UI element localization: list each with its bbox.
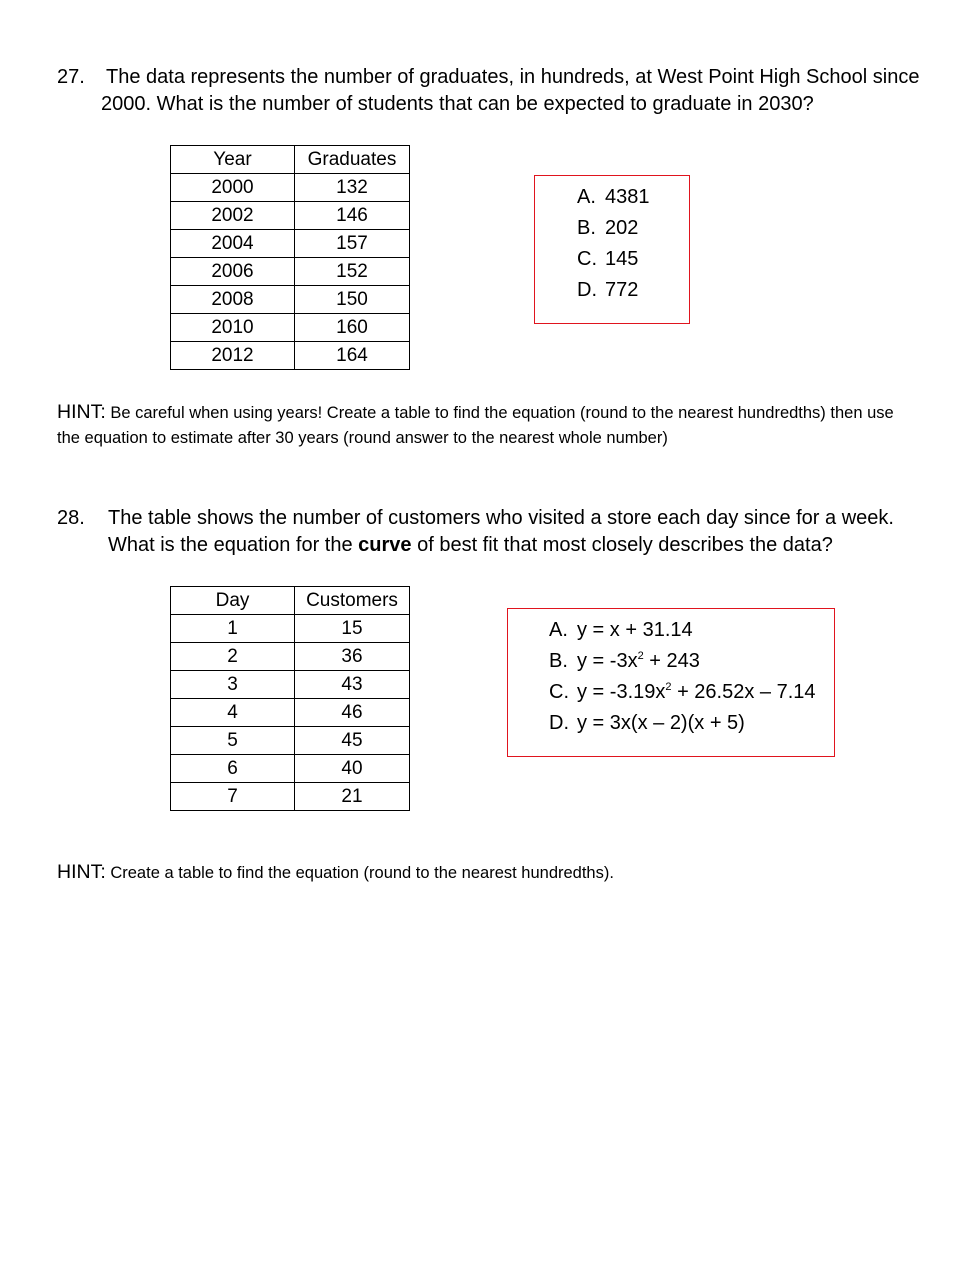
hint-text: Create a table to find the equation (round to the nearest hundredths). — [110, 864, 614, 882]
table-row — [171, 699, 410, 727]
hint-text-line1: Be careful when using years! Create a table to find the equation (round to the nearest hundredths) then use — [110, 404, 894, 422]
table-header-row — [171, 146, 410, 174]
customers-cell: 21 — [295, 783, 410, 811]
question-27-answer-choices — [534, 175, 690, 324]
question-28-number: 28. — [57, 507, 85, 529]
choice-letter: B. — [549, 650, 568, 672]
question-28-hint — [57, 860, 614, 886]
customers-cell: 36 — [295, 643, 410, 671]
question-27-text-line2: 2000. What is the number of students that can be expected to graduate in 2030? — [101, 93, 814, 115]
year-cell: 2010 — [171, 314, 295, 342]
text-segment: of best fit that most closely describes the data? — [411, 534, 833, 556]
year-cell: 2008 — [171, 286, 295, 314]
choice-letter: A. — [549, 619, 568, 641]
table-row — [171, 230, 410, 258]
choice-text: + 243 — [643, 650, 700, 672]
graduates-cell: 152 — [295, 258, 410, 286]
graduates-table — [170, 145, 410, 370]
exponent: 2 — [637, 650, 644, 662]
year-cell: 2002 — [171, 202, 295, 230]
day-cell: 5 — [171, 727, 295, 755]
hint-text-line2: the equation to estimate after 30 years (round answer to the nearest whole number) — [57, 429, 668, 447]
hint-label: HINT: — [57, 861, 106, 883]
text-segment: What is the equation for the — [108, 534, 359, 556]
table-row — [171, 643, 410, 671]
day-cell: 7 — [171, 783, 295, 811]
answer-choice-a[interactable] — [549, 619, 693, 642]
choice-letter: C. — [577, 248, 597, 270]
table-row — [171, 755, 410, 783]
question-27-text-line1: The data represents the number of graduates, in hundreds, at West Point High School since — [106, 66, 920, 88]
table-row — [171, 342, 410, 370]
choice-text: y = 3x(x – 2)(x + 5) — [577, 712, 745, 734]
table-row — [171, 615, 410, 643]
exponent: 2 — [665, 681, 672, 693]
graduates-cell: 164 — [295, 342, 410, 370]
bold-word-curve: curve — [358, 534, 412, 556]
table-row — [171, 727, 410, 755]
choice-letter: B. — [577, 217, 596, 239]
choice-text: 202 — [605, 217, 639, 239]
customers-cell: 15 — [295, 615, 410, 643]
choice-text: 772 — [605, 279, 639, 301]
answer-choice-c[interactable] — [577, 248, 638, 271]
year-cell: 2004 — [171, 230, 295, 258]
day-cell: 6 — [171, 755, 295, 783]
table-row — [171, 174, 410, 202]
graduates-cell: 146 — [295, 202, 410, 230]
day-cell: 1 — [171, 615, 295, 643]
year-cell: 2012 — [171, 342, 295, 370]
table-row — [171, 286, 410, 314]
answer-choice-d[interactable] — [549, 712, 745, 735]
graduates-cell: 150 — [295, 286, 410, 314]
graduates-cell: 160 — [295, 314, 410, 342]
answer-choice-b[interactable] — [577, 217, 638, 240]
customers-cell: 45 — [295, 727, 410, 755]
answer-choice-a[interactable] — [577, 186, 650, 209]
table-row — [171, 671, 410, 699]
column-header-day: Day — [171, 587, 295, 615]
customers-cell: 46 — [295, 699, 410, 727]
answer-choice-d[interactable] — [577, 279, 638, 302]
hint-label: HINT: — [57, 401, 106, 423]
column-header-customers: Customers — [295, 587, 410, 615]
choice-text: 4381 — [605, 186, 650, 208]
column-header-year: Year — [171, 146, 295, 174]
choice-text: y = -3x — [577, 650, 638, 672]
graduates-cell: 157 — [295, 230, 410, 258]
customers-table — [170, 586, 410, 811]
table-row — [171, 258, 410, 286]
question-28-text-line2 — [108, 532, 833, 559]
year-cell: 2000 — [171, 174, 295, 202]
question-27-hint — [57, 400, 894, 451]
column-header-graduates: Graduates — [295, 146, 410, 174]
choice-letter: D. — [577, 279, 597, 301]
table-row — [171, 202, 410, 230]
choice-text: y = x + 31.14 — [577, 619, 693, 641]
choice-letter: C. — [549, 681, 569, 703]
day-cell: 3 — [171, 671, 295, 699]
question-28-text-line1: The table shows the number of customers who visited a store each day since for a week. — [108, 507, 894, 529]
table-row — [171, 783, 410, 811]
customers-cell: 40 — [295, 755, 410, 783]
day-cell: 4 — [171, 699, 295, 727]
answer-choice-b[interactable] — [549, 650, 700, 673]
choice-text: + 26.52x – 7.14 — [671, 681, 816, 703]
graduates-cell: 132 — [295, 174, 410, 202]
choice-letter: D. — [549, 712, 569, 734]
day-cell: 2 — [171, 643, 295, 671]
choice-text: y = -3.19x — [577, 681, 666, 703]
question-28-answer-choices — [507, 608, 835, 757]
question-27-number: 27. — [57, 66, 85, 88]
table-row — [171, 314, 410, 342]
year-cell: 2006 — [171, 258, 295, 286]
answer-choice-c[interactable] — [549, 681, 816, 704]
table-header-row — [171, 587, 410, 615]
choice-letter: A. — [577, 186, 596, 208]
choice-text: 145 — [605, 248, 639, 270]
customers-cell: 43 — [295, 671, 410, 699]
